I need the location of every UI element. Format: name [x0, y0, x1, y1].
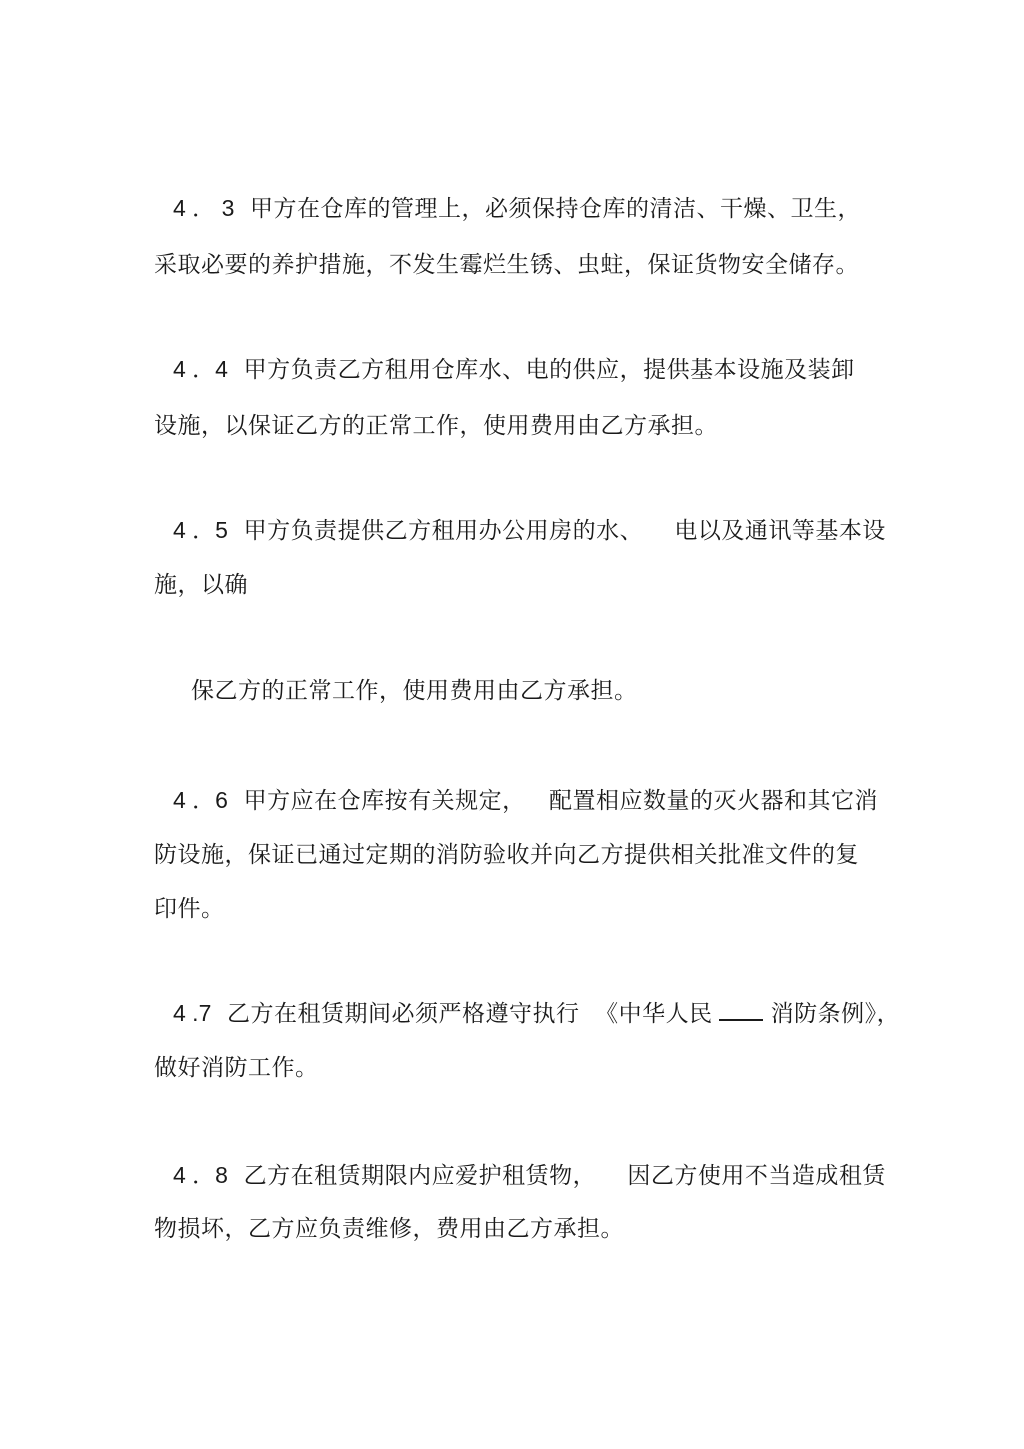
clause-4-4-line-1 [173, 354, 855, 385]
clause-number: 4 ．6 [173, 787, 228, 813]
clause-4-3-line-1 [173, 193, 861, 224]
clause-4-8-line-2: 物损坏，乙方应负责维修，费用由乙方承担。 [154, 1216, 624, 1242]
clause-4-6-line-3: 印件。 [154, 896, 225, 922]
clause-text: 甲方负责乙方租用仓库水、电的供应，提供基本设施及装卸 [243, 357, 855, 383]
clause-number: 4 ．4 [173, 356, 228, 382]
fill-in-blank [719, 1001, 763, 1021]
clause-4-5-line-2: 施，以确 [154, 572, 248, 598]
clause-text: 乙方在租赁期限内应爱护租赁物， 因乙方使用不当造成租赁 [243, 1163, 886, 1189]
clause-4-5-line-1 [173, 515, 886, 546]
clause-number: 4 ．5 [173, 517, 228, 543]
clause-4-4-line-2: 设施，以保证乙方的正常工作，使用费用由乙方承担。 [154, 413, 718, 439]
clause-text-before-blank: 乙方在租赁期间必须严格遵守执行 《中华人民 [227, 1001, 713, 1027]
clause-number: 4 ．8 [173, 1162, 228, 1188]
clause-number: 4 ． 3 [173, 195, 235, 221]
clause-text-after-blank: 消防条例》， [770, 1001, 901, 1027]
clause-4-5-line-3: 保乙方的正常工作，使用费用由乙方承担。 [191, 678, 638, 704]
clause-4-8-line-1 [173, 1160, 886, 1191]
clause-4-3-line-2: 采取必要的养护措施，不发生霉烂生锈、虫蛀，保证货物安全储存。 [154, 252, 859, 278]
clause-4-6-line-2: 防设施，保证已通过定期的消防验收并向乙方提供相关批准文件的复 [154, 842, 859, 868]
clause-4-6-line-1 [173, 785, 878, 816]
clause-4-7-line-2: 做好消防工作。 [154, 1055, 319, 1081]
clause-text: 甲方应在仓库按有关规定， 配置相应数量的灭火器和其它消 [243, 788, 879, 814]
clause-number: 4 .7 [173, 1000, 212, 1026]
clause-text: 甲方负责提供乙方租用办公用房的水、 电以及通讯等基本设 [243, 518, 886, 544]
clause-text: 甲方在仓库的管理上，必须保持仓库的清洁、干燥、卫生， [250, 196, 861, 222]
clause-4-7-line-1 [173, 998, 900, 1029]
